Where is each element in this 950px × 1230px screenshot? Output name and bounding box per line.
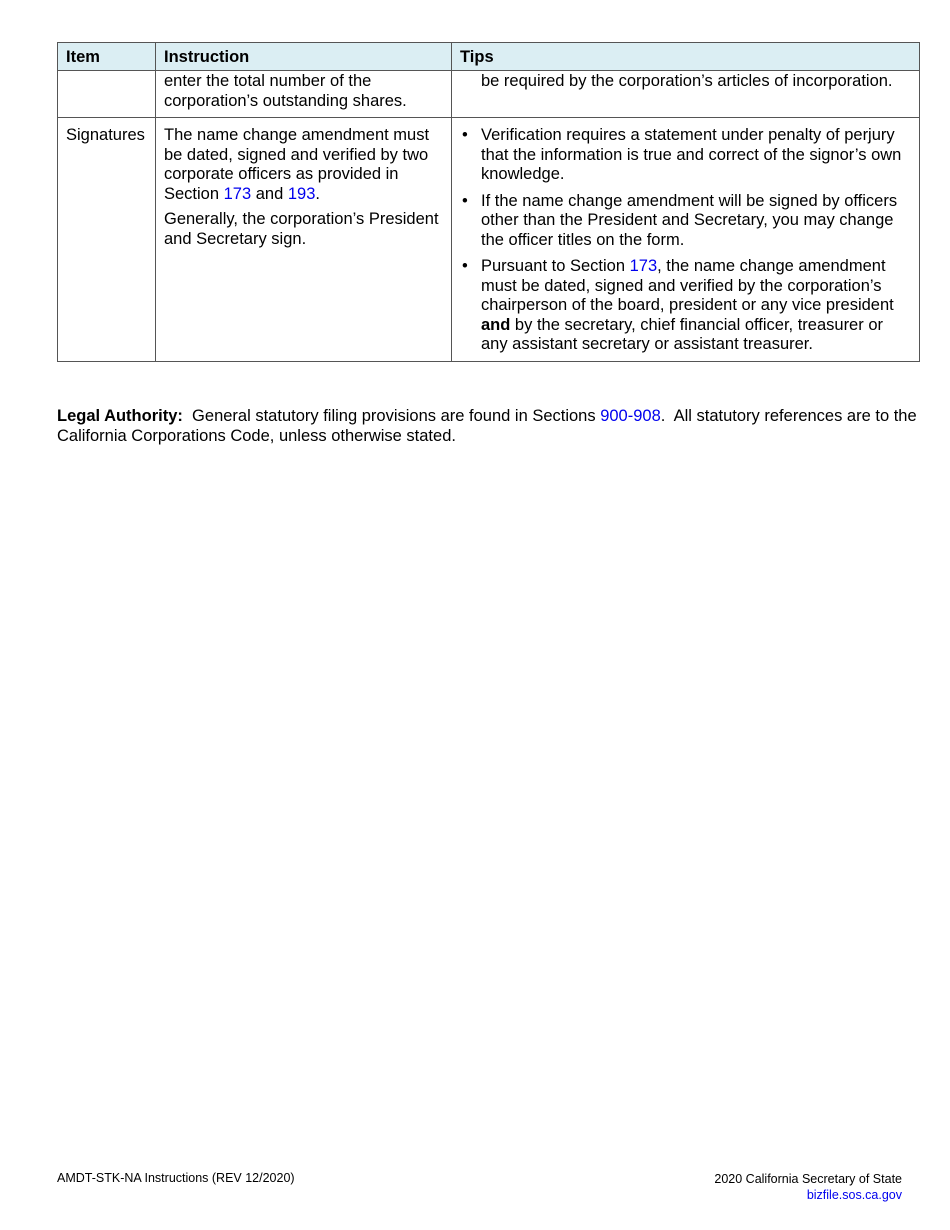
- footer-right: [714, 1171, 902, 1203]
- section-173-link[interactable]: 173: [629, 257, 658, 275]
- list-item: [460, 192, 911, 251]
- instruction-text: The name change amendment must be dated, signed and verified by two corporate officers as provided in Section: [164, 126, 430, 203]
- list-item: [460, 257, 911, 355]
- table-row: [58, 118, 920, 362]
- row1-instruction: enter the total number of the corporation’s outstanding shares.: [156, 71, 452, 118]
- bullet-icon: •: [462, 257, 468, 275]
- section-173-link[interactable]: 173: [223, 184, 252, 203]
- table-header-row: [58, 43, 920, 71]
- bullet-icon: •: [462, 126, 468, 144]
- row2-tips: [452, 118, 920, 362]
- tips-list: [460, 126, 911, 355]
- header-item: Item: [58, 43, 156, 71]
- instruction-paragraph: [164, 126, 443, 204]
- footer-copyright: 2020 California Secretary of State: [714, 1172, 902, 1186]
- legal-authority-label: Legal Authority:: [57, 407, 183, 425]
- sections-900-908-link[interactable]: 900-908: [600, 407, 661, 425]
- row1-tips: be required by the corporation’s articles of incorporation.: [452, 71, 920, 118]
- website-link[interactable]: bizfile.sos.ca.gov: [806, 1188, 902, 1202]
- legal-text: . All statutory references are to the California Corporations Code, unless otherwise stated.: [57, 407, 922, 445]
- instructions-table: [57, 42, 920, 362]
- table-row: [58, 71, 920, 118]
- instruction-text: .: [315, 184, 320, 203]
- instruction-text: and: [251, 184, 288, 203]
- tip-text: Pursuant to Section: [481, 257, 630, 275]
- section-193-link[interactable]: 193: [287, 184, 316, 203]
- row2-item: Signatures: [58, 118, 156, 362]
- tip-text: by the secretary, chief financial officer, treasurer or any assistant secretary or assistant treasurer.: [481, 315, 883, 353]
- instruction-paragraph: Generally, the corporation’s President and Secretary sign.: [164, 210, 439, 248]
- legal-text: General statutory filing provisions are found in Sections: [182, 407, 601, 425]
- list-item: [460, 126, 911, 185]
- header-tips: Tips: [452, 43, 920, 71]
- tip-text: , the name change amendment must be dated, signed and verified by the corporation’s chairperson of the board, president or any vice president: [481, 257, 894, 314]
- row2-instruction: [156, 118, 452, 362]
- tip-bold-text: and: [481, 315, 511, 334]
- legal-authority: [57, 406, 922, 446]
- header-instruction: Instruction: [156, 43, 452, 71]
- bullet-icon: •: [462, 191, 468, 210]
- row1-item: [58, 71, 156, 118]
- footer-form-id: AMDT-STK-NA Instructions (REV 12/2020): [57, 1171, 295, 1185]
- tip-text: Verification requires a statement under penalty of perjury that the information is true and correct of the signor’s own knowledge.: [481, 126, 902, 183]
- tip-text: If the name change amendment will be signed by officers other than the President and Secretary, you may change the officer titles on the form.: [481, 191, 898, 249]
